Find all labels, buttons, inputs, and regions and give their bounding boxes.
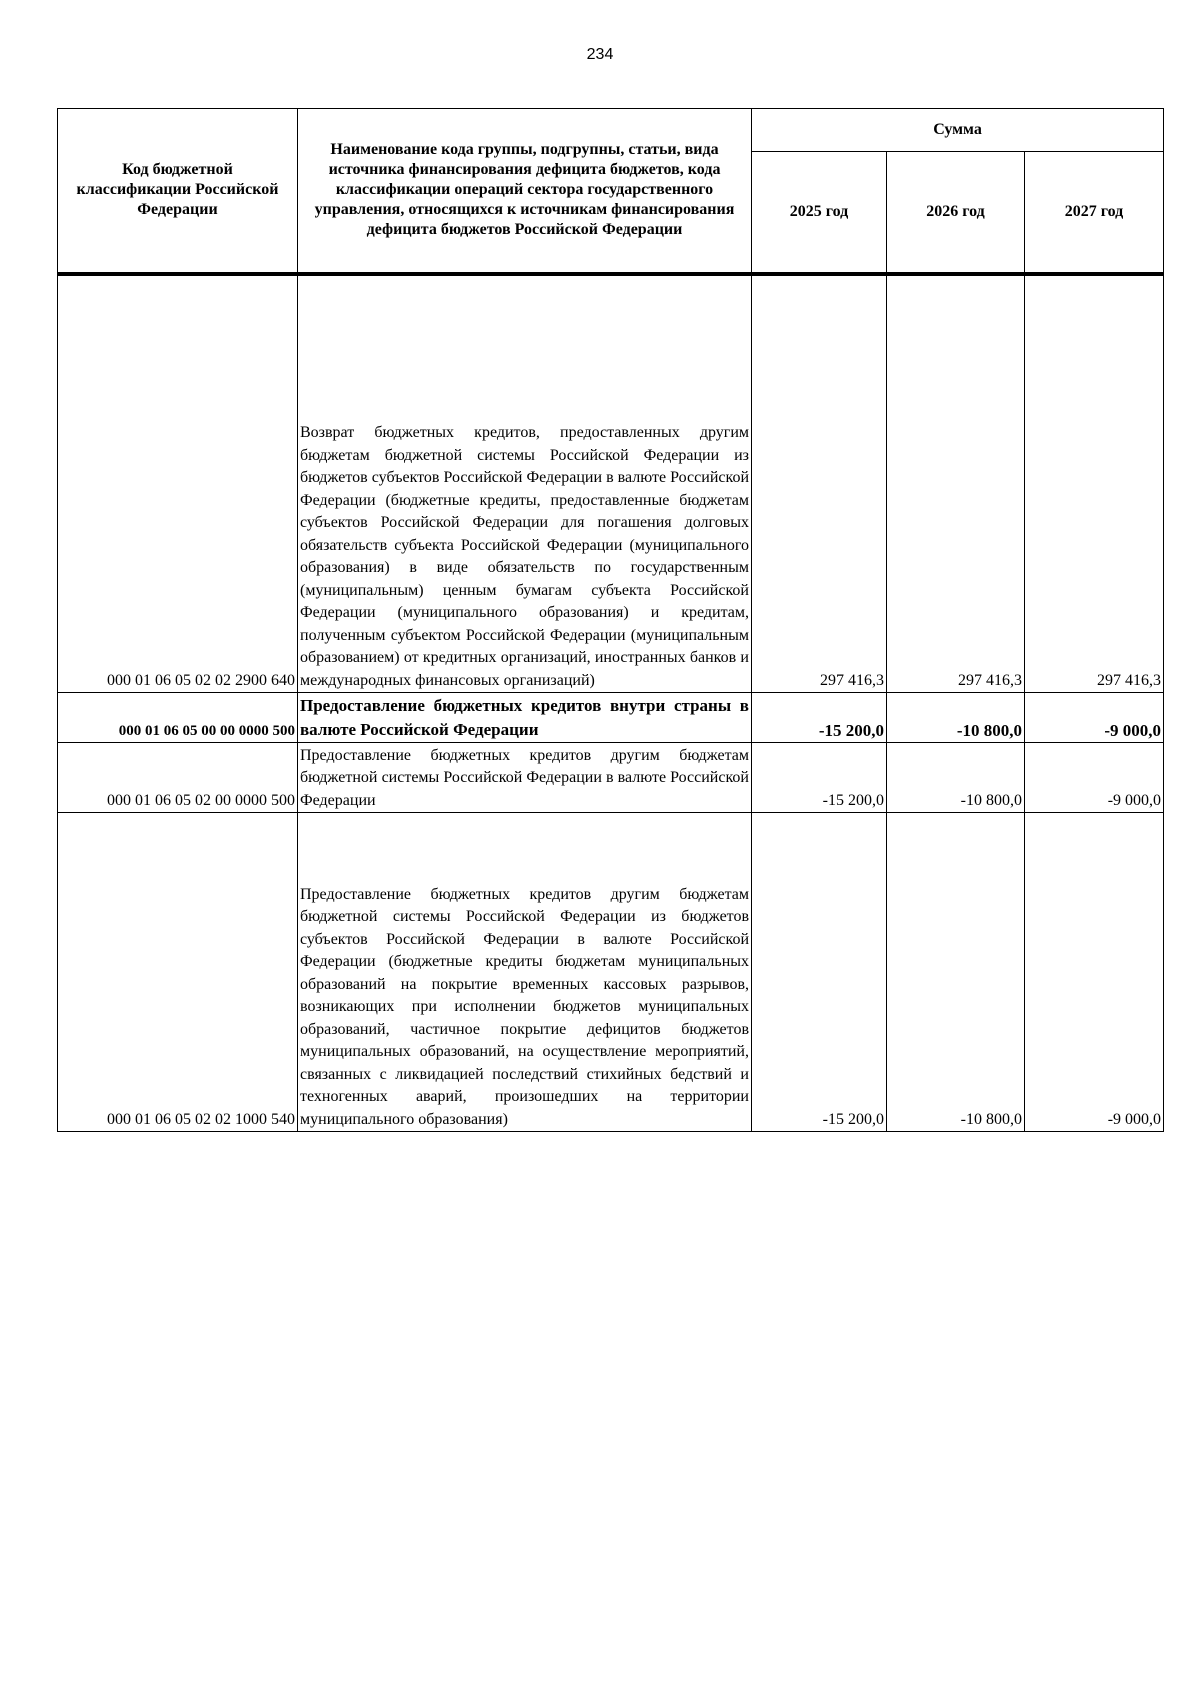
header-year-2025: 2025 год: [752, 152, 887, 274]
header-sum: Сумма: [752, 109, 1164, 152]
row-value-2025: 297 416,3: [752, 274, 887, 693]
row-value-2027: -9 000,0: [1025, 743, 1164, 813]
table-row: [58, 813, 1164, 1132]
table-row: [58, 274, 1164, 693]
row-value-2025: -15 200,0: [752, 743, 887, 813]
row-code: 000 01 06 05 02 00 0000 500: [58, 743, 298, 813]
row-value-2025: -15 200,0: [752, 693, 887, 743]
row-value-2026: 297 416,3: [887, 274, 1025, 693]
header-year-2027: 2027 год: [1025, 152, 1164, 274]
table-row: [58, 693, 1164, 743]
row-value-2027: -9 000,0: [1025, 693, 1164, 743]
budget-table: [57, 108, 1164, 1132]
row-value-2025: -15 200,0: [752, 813, 887, 1132]
row-value-2026: -10 800,0: [887, 743, 1025, 813]
header-code: Код бюджетной классификации Российской Федерации: [58, 109, 298, 274]
table-header: [58, 109, 1164, 274]
row-name: Предоставление бюджетных кредитов внутри страны в валюте Российской Федерации: [298, 693, 752, 743]
row-name: Возврат бюджетных кредитов, предоставленных другим бюджетам бюджетной системы Российской Федерации из бюджетов субъектов Российской Федерации в валюте Российской Федерации (бюджетные кредиты, предоставленные бюджетам субъектов Российской Федерации для погашения долговых обязательств субъекта Российской Федерации (муниципального образования) в виде обязательств по государственным (муниципальным) ценным бумагам субъекта Российской Федерации (муниципального образования) и кредитам, полученным субъектом Российской Федерации (муниципальным образованием) от кредитных организаций, иностранных банков и международных финансовых организаций): [298, 274, 752, 693]
row-code: 000 01 06 05 02 02 1000 540: [58, 813, 298, 1132]
row-name: Предоставление бюджетных кредитов другим бюджетам бюджетной системы Российской Федерации в валюте Российской Федерации: [298, 743, 752, 813]
row-code: 000 01 06 05 02 02 2900 640: [58, 274, 298, 693]
page-number: 234: [586, 46, 614, 63]
row-value-2027: -9 000,0: [1025, 813, 1164, 1132]
row-code: 000 01 06 05 00 00 0000 500: [58, 693, 298, 743]
header-name: Наименование кода группы, подгрупны, статьи, вида источника финансирования дефицита бюджетов, кода классификации операций сектора государственного управления, относящихся к источникам финансирования дефицита бюджетов Российской Федерации: [298, 109, 752, 274]
table-row: [58, 743, 1164, 813]
row-value-2026: -10 800,0: [887, 693, 1025, 743]
header-year-2026: 2026 год: [887, 152, 1025, 274]
row-value-2026: -10 800,0: [887, 813, 1025, 1132]
row-name: Предоставление бюджетных кредитов другим бюджетам бюджетной системы Российской Федерации из бюджетов субъектов Российской Федерации в валюте Российской Федерации (бюджетные кредиты бюджетам муниципальных образований на покрытие временных кассовых разрывов, возникающих при исполнении бюджетов муниципальных образований, частичное покрытие дефицитов бюджетов муниципальных образований, на осуществление мероприятий, связанных с ликвидацией последствий стихийных бедствий и техногенных аварий, произошедших на территории муниципального образования): [298, 813, 752, 1132]
row-value-2027: 297 416,3: [1025, 274, 1164, 693]
